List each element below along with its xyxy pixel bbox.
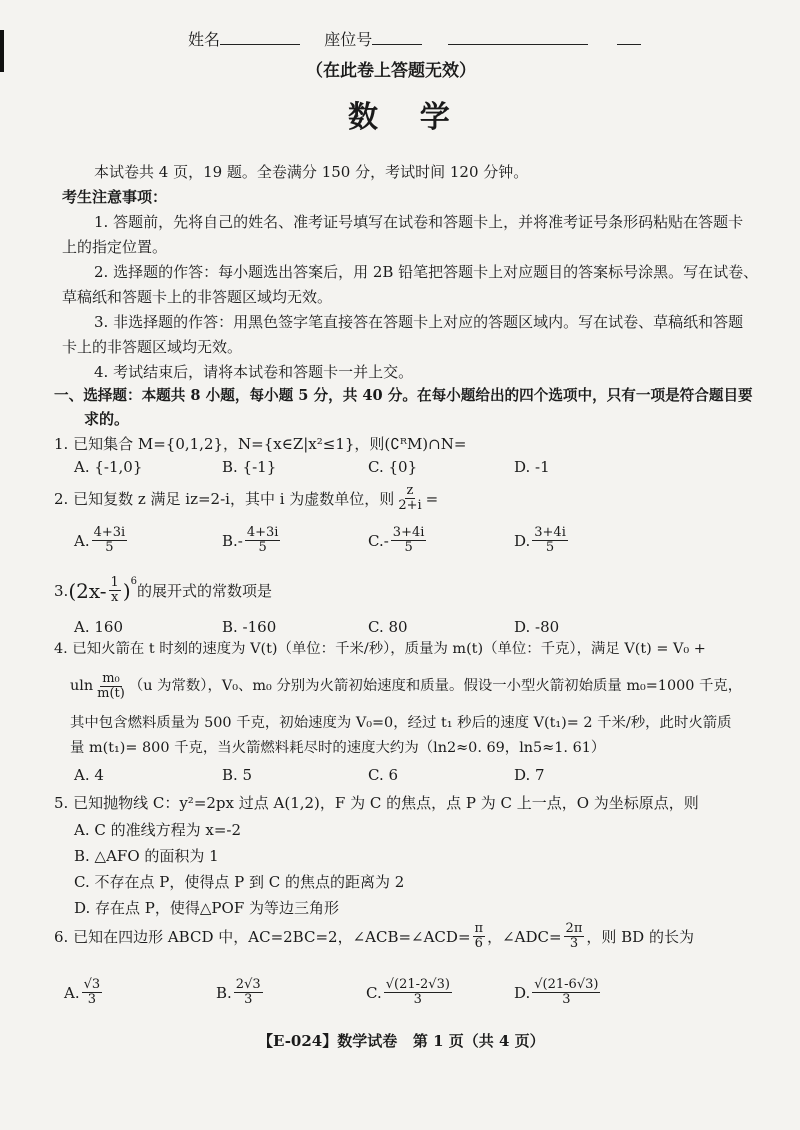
q3-frac bbox=[109, 576, 121, 606]
q1-option-b: B. {-1} bbox=[222, 458, 277, 476]
q6-option-a bbox=[64, 978, 104, 1008]
q6-stem-b: ，∠ADC= bbox=[487, 927, 562, 946]
q3-option-a: A. 160 bbox=[74, 618, 123, 636]
blank-line bbox=[448, 30, 588, 45]
q6-stem-a: 6. 已知在四边形 ABCD 中，AC=2BC=2，∠ACB=∠ACD= bbox=[54, 927, 471, 946]
subject-title: 数 学 bbox=[348, 100, 450, 135]
q6-d-num: √(21-6√3) bbox=[534, 977, 599, 992]
q2-option-b bbox=[222, 526, 282, 556]
name-field bbox=[188, 30, 641, 49]
q2-b-prefix: - bbox=[237, 531, 243, 550]
q2-a-frac bbox=[92, 526, 128, 556]
q4-option-c: C. 6 bbox=[368, 766, 399, 784]
q4-frac-den: m(t) bbox=[97, 686, 125, 702]
q2-b-frac bbox=[245, 526, 281, 556]
q2-d-label: D. bbox=[514, 531, 531, 550]
q6-a-label: A. bbox=[64, 983, 80, 1002]
q2-c-label: C. bbox=[368, 531, 384, 550]
q6-stem bbox=[54, 922, 694, 952]
q6-frac1 bbox=[473, 922, 486, 952]
name-blank bbox=[220, 30, 300, 45]
q6-d-den: 3 bbox=[562, 992, 571, 1008]
q3-stem-text: 的展开式的常数项是 bbox=[137, 581, 273, 600]
q6-option-c bbox=[366, 978, 454, 1008]
notice-title: 考生注意事项： bbox=[62, 188, 168, 206]
q3-expr-right: ) bbox=[122, 578, 131, 603]
q2-b-num: 4+3i bbox=[246, 525, 279, 540]
intro-text: 本试卷共 4 页，19 题。全卷满分 150 分，考试时间 120 分钟。 bbox=[94, 163, 529, 181]
notice-3b: 卡上的非答题区域均无效。 bbox=[62, 338, 243, 356]
q4-option-a: A. 4 bbox=[74, 766, 104, 784]
notice-1a: 1. 答题前，先将自己的姓名、准考证号填写在试卷和答题卡上，并将准考证号条形码粘贴在答题卡 bbox=[94, 213, 744, 231]
notice-1b: 上的指定位置。 bbox=[62, 238, 168, 256]
seat-label: 座位号 bbox=[324, 30, 373, 49]
q6-a-frac bbox=[82, 978, 103, 1008]
q4-line4: 量 m(t₁)= 800 千克，当火箭燃料耗尽时的速度大约为（ln2≈0. 69，ln5≈1. 61） bbox=[70, 740, 606, 756]
q4-line3: 其中包含燃料质量为 500 千克，初始速度为 V₀=0，经过 t₁ 秒后的速度 V(t₁)= 2 千米/秒，此时火箭质 bbox=[70, 715, 732, 731]
q6-c-den: 3 bbox=[413, 992, 422, 1008]
q2-c-num: 3+4i bbox=[392, 525, 425, 540]
notice-2b: 草稿纸和答题卡上的非答题区域均无效。 bbox=[62, 288, 333, 306]
invalid-note: （在此卷上答题无效） bbox=[306, 61, 476, 81]
q4-line2-text: （u 为常数），V₀、m₀ 分别为火箭初始速度和质量。假设一小型火箭初始质量 m₀=1000 千克， bbox=[128, 678, 743, 695]
notice-3a: 3. 非选择题的作答：用黑色签字笔直接答在答题卡上对应的答题区域内。写在试卷、草稿纸和答题 bbox=[94, 313, 744, 331]
q1-option-d: D. -1 bbox=[514, 458, 550, 476]
q6-c-frac bbox=[384, 978, 452, 1008]
q4-option-b: B. 5 bbox=[222, 766, 253, 784]
scan-edge-mark bbox=[0, 30, 4, 72]
q4-frac-num: m₀ bbox=[102, 671, 120, 686]
q3-stem bbox=[54, 576, 272, 606]
q5-option-b: B. △AFO 的面积为 1 bbox=[74, 847, 219, 865]
q2-eq: = bbox=[425, 489, 439, 508]
q3-frac-num: 1 bbox=[110, 575, 119, 590]
q2-frac-num: z bbox=[406, 483, 414, 498]
q3-option-c: C. 80 bbox=[368, 618, 408, 636]
q2-option-d bbox=[514, 526, 570, 556]
q4-line1: 4. 已知火箭在 t 时刻的速度为 V(t)（单位：千米/秒），质量为 m(t)（单位：千克），满足 V(t) = V₀ + bbox=[54, 641, 706, 657]
q3-frac-den: x bbox=[111, 590, 119, 606]
q4-frac bbox=[95, 672, 127, 702]
q2-option-c bbox=[368, 526, 428, 556]
q2-frac-den: 2+i bbox=[398, 498, 422, 514]
q5-option-a: A. C 的准线方程为 x=-2 bbox=[74, 821, 242, 839]
q1-stem: 1. 已知集合 M={0,1,2}，N={x∈Z|x²≤1}，则(∁ᴿM)∩N= bbox=[54, 435, 467, 453]
q6-b-num: 2√3 bbox=[235, 977, 261, 992]
q3-option-d: D. -80 bbox=[514, 618, 560, 636]
q6-c-label: C. bbox=[366, 983, 382, 1002]
q5-option-d: D. 存在点 P，使得△POF 为等边三角形 bbox=[74, 899, 339, 917]
q6-f2-num: 2π bbox=[565, 921, 583, 936]
q1-option-c: C. {0} bbox=[368, 458, 418, 476]
q6-f1-den: 6 bbox=[474, 936, 483, 952]
seat-blank bbox=[372, 30, 422, 45]
q6-b-frac bbox=[234, 978, 263, 1008]
q2-fraction bbox=[396, 484, 423, 514]
q6-d-frac bbox=[532, 978, 600, 1008]
q6-d-label: D. bbox=[514, 983, 531, 1002]
q2-stem-text: 2. 已知复数 z 满足 iz=2-i，其中 i 为虚数单位，则 bbox=[54, 489, 395, 508]
q6-b-den: 3 bbox=[244, 992, 253, 1008]
q2-b-label: B. bbox=[222, 531, 238, 550]
q6-f2-den: 3 bbox=[569, 936, 579, 952]
q2-a-num: 4+3i bbox=[93, 525, 126, 540]
q2-c-prefix: - bbox=[383, 531, 389, 550]
notice-4: 4. 考试结束后，请将本试卷和答题卡一并上交。 bbox=[94, 363, 414, 381]
page-footer: 【E-024】数学试卷 第 1 页（共 4 页） bbox=[258, 1032, 545, 1050]
section1-heading-cont: 求的。 bbox=[84, 410, 130, 428]
q6-a-num: √3 bbox=[83, 977, 101, 992]
q6-frac2 bbox=[564, 922, 585, 952]
q5-stem: 5. 已知抛物线 C：y²=2px 过点 A(1,2)，F 为 C 的焦点，点 P 为 C 上一点，O 为坐标原点，则 bbox=[54, 794, 699, 812]
q3-number: 3. bbox=[54, 581, 69, 600]
q2-b-den: 5 bbox=[258, 540, 267, 556]
q2-a-label: A. bbox=[74, 531, 90, 550]
q4-line2 bbox=[70, 672, 742, 702]
q6-stem-c: ，则 BD 的长为 bbox=[586, 927, 694, 946]
q3-power: 6 bbox=[130, 576, 137, 587]
q6-b-label: B. bbox=[216, 983, 232, 1002]
q2-option-a bbox=[74, 526, 129, 556]
q2-a-den: 5 bbox=[105, 540, 114, 556]
q2-d-num: 3+4i bbox=[534, 525, 566, 540]
q6-a-den: 3 bbox=[87, 992, 97, 1008]
blank-dash bbox=[617, 30, 641, 45]
notice-2a: 2. 选择题的作答：每小题选出答案后，用 2B 铅笔把答题卡上对应题目的答案标号涂黑。写在试卷、 bbox=[94, 263, 759, 281]
q6-option-b bbox=[216, 978, 265, 1008]
q1-option-a: A. {-1,0} bbox=[74, 458, 143, 476]
q6-f1-num: π bbox=[474, 921, 484, 936]
q4-uln: uln bbox=[70, 678, 94, 695]
section1-heading: 一、选择题：本题共 8 小题，每小题 5 分，共 40 分。在每小题给出的四个选项中，只有一项是符合题目要 bbox=[54, 387, 753, 404]
q2-c-den: 5 bbox=[404, 540, 413, 556]
q6-option-d bbox=[514, 978, 602, 1008]
q2-stem bbox=[54, 484, 438, 514]
q2-c-frac bbox=[391, 526, 427, 556]
q3-expr-left: (2x- bbox=[68, 578, 107, 603]
q4-option-d: D. 7 bbox=[514, 766, 545, 784]
q3-option-b: B. -160 bbox=[222, 618, 277, 636]
q2-d-frac bbox=[532, 526, 568, 556]
name-label: 姓名 bbox=[188, 30, 221, 49]
q2-d-den: 5 bbox=[545, 540, 555, 556]
q6-c-num: √(21-2√3) bbox=[385, 977, 450, 992]
q5-option-c: C. 不存在点 P，使得点 P 到 C 的焦点的距离为 2 bbox=[74, 873, 405, 891]
